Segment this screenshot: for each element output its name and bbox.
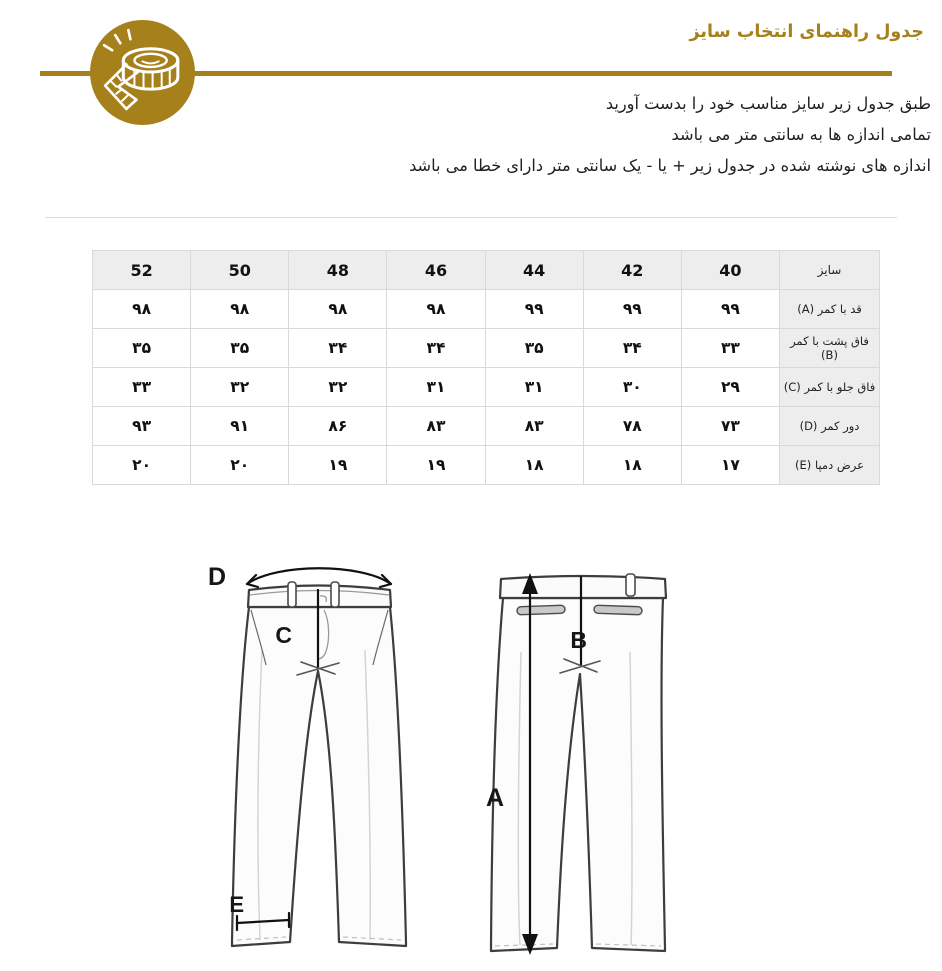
label-B: B <box>570 627 587 653</box>
measurement-value-cell: ۹۹ <box>583 290 681 329</box>
measurement-value-cell: ۳۲ <box>191 368 289 407</box>
size-column-header: 48 <box>289 251 387 290</box>
measurement-value-cell: ۳۰ <box>583 368 681 407</box>
measurement-value-cell: ۸۶ <box>289 407 387 446</box>
measurement-value-cell: ۳۱ <box>387 368 485 407</box>
pants-back <box>486 573 666 955</box>
measurement-value-cell: ۱۷ <box>681 446 779 485</box>
size-column-header: 44 <box>485 251 583 290</box>
label-C: C <box>275 622 292 648</box>
instruction-line-1: طبق جدول زیر سایز مناسب خود را بدست آورید <box>605 94 931 113</box>
size-table-body <box>93 290 880 485</box>
size-column-header: 52 <box>93 251 191 290</box>
measurement-value-cell: ۱۸ <box>583 446 681 485</box>
measuring-tape-icon <box>90 20 195 125</box>
size-table-row <box>93 446 880 485</box>
measurement-value-cell: ۱۸ <box>485 446 583 485</box>
page-title: جدول راهنمای انتخاب سایز <box>689 22 924 42</box>
measurement-value-cell: ۹۹ <box>681 290 779 329</box>
size-table-header-row <box>93 251 880 290</box>
measuring-tape-icon-svg <box>90 20 195 125</box>
measurement-value-cell: ۱۹ <box>387 446 485 485</box>
size-column-header: 46 <box>387 251 485 290</box>
size-column-header: 50 <box>191 251 289 290</box>
label-D: D <box>207 563 226 591</box>
measurement-value-cell: ۲۰ <box>191 446 289 485</box>
measurement-value-cell: ۳۱ <box>485 368 583 407</box>
measurement-value-cell: ۳۵ <box>191 329 289 368</box>
measurement-value-cell: ۹۱ <box>191 407 289 446</box>
label-A: A <box>485 784 504 812</box>
measurement-value-cell: ۷۸ <box>583 407 681 446</box>
measurement-value-cell: ۳۴ <box>583 329 681 368</box>
size-column-header: 42 <box>583 251 681 290</box>
measurement-value-cell: ۳۴ <box>289 329 387 368</box>
measure-D-arrow <box>247 568 391 587</box>
instruction-line-2: تمامی اندازه ها به سانتی متر می باشد <box>671 125 931 144</box>
size-table-row <box>93 368 880 407</box>
measurement-row-label: عرض دمپا (E) <box>780 446 880 485</box>
measurement-row-label: فاق پشت با کمر (B) <box>780 329 880 368</box>
measurement-value-cell: ۳۲ <box>289 368 387 407</box>
measurement-value-cell: ۲۰ <box>93 446 191 485</box>
size-table-wrap <box>92 250 880 485</box>
instructions <box>409 88 931 181</box>
size-column-header: 40 <box>681 251 779 290</box>
measurement-value-cell: ۳۳ <box>93 368 191 407</box>
pants-diagram <box>0 540 942 971</box>
measurement-row-label: قد با کمر (A) <box>780 290 880 329</box>
measurement-value-cell: ۳۵ <box>93 329 191 368</box>
measurement-value-cell: ۸۳ <box>485 407 583 446</box>
label-E: E <box>229 892 244 917</box>
size-table-corner-header: سایز <box>780 251 880 290</box>
measurement-value-cell: ۳۴ <box>387 329 485 368</box>
measurement-value-cell: ۳۳ <box>681 329 779 368</box>
measurement-value-cell: ۱۹ <box>289 446 387 485</box>
size-table-head <box>93 251 880 290</box>
measurement-value-cell: ۹۳ <box>93 407 191 446</box>
measurement-value-cell: ۲۹ <box>681 368 779 407</box>
size-table-row <box>93 329 880 368</box>
instruction-line-3: اندازه های نوشته شده در جدول زیر + یا - یک سانتی متر دارای خطا می باشد <box>409 156 931 175</box>
measurement-value-cell: ۹۸ <box>93 290 191 329</box>
size-table-row <box>93 290 880 329</box>
measurement-value-cell: ۹۸ <box>387 290 485 329</box>
measurement-value-cell: ۹۹ <box>485 290 583 329</box>
measurement-row-label: فاق جلو با کمر (C) <box>780 368 880 407</box>
measurement-value-cell: ۹۸ <box>289 290 387 329</box>
measurement-value-cell: ۷۳ <box>681 407 779 446</box>
size-table <box>92 250 880 485</box>
measurement-value-cell: ۳۵ <box>485 329 583 368</box>
size-table-row <box>93 407 880 446</box>
measurement-value-cell: ۹۸ <box>191 290 289 329</box>
pants-front <box>208 563 406 946</box>
measurement-row-label: دور کمر (D) <box>780 407 880 446</box>
light-divider <box>45 217 897 218</box>
measurement-value-cell: ۸۳ <box>387 407 485 446</box>
